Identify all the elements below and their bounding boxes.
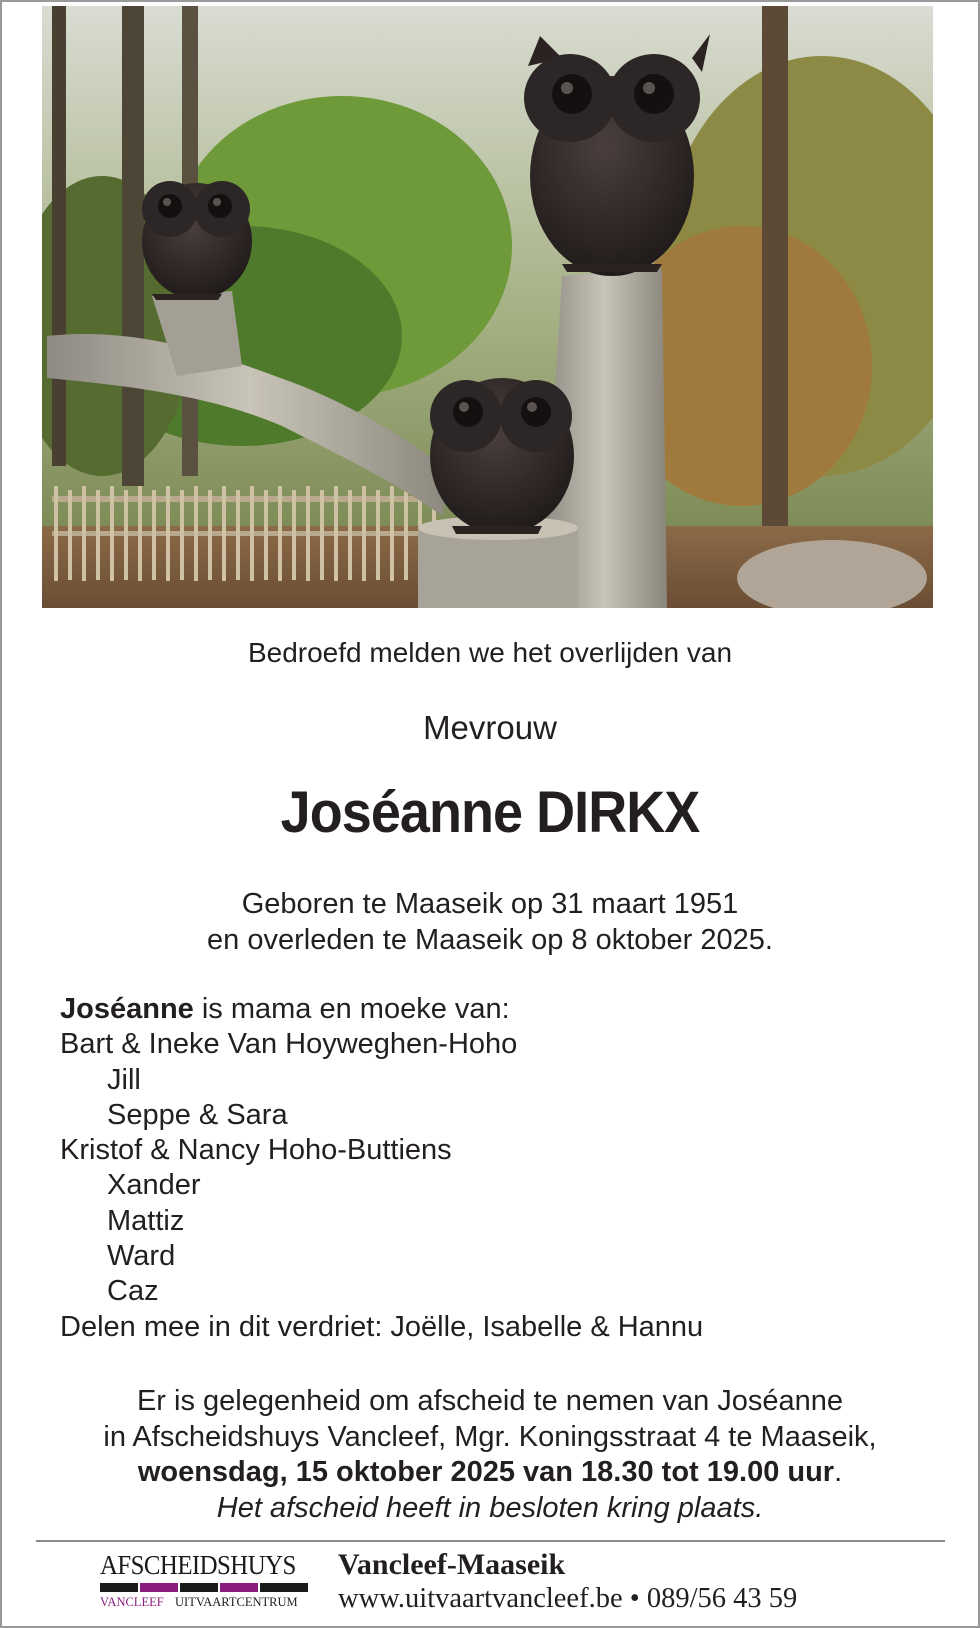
family-list [60,992,703,1345]
family-entry: Delen mee in dit verdriet: Joëlle, Isabelle & Hannu [60,1310,704,1343]
family-entry: Mattiz [107,1204,185,1237]
photo-illustration [42,6,933,608]
farewell-period: . [834,1456,843,1488]
family-entry: Kristof & Nancy Hoho-Buttiens [60,1134,452,1167]
farewell-note-text: Het afscheid heeft in besloten kring plaats. [216,1491,764,1524]
family-entry: Ward [107,1240,176,1273]
logo-bars [100,1583,308,1592]
life-dates [2,886,978,958]
logo-wordmark: AFSCHEIDSHUYS [100,1550,296,1580]
company-name: Vancleef-Maaseik [338,1548,566,1581]
deceased-name: Joséanne DIRKX [280,780,700,845]
family-entry: Jill [107,1063,141,1096]
family-lead [60,992,703,1027]
family-lead-name: Joséanne [60,993,194,1025]
farewell-when [2,1455,978,1491]
family-lead-text: is mama en moeke van: [193,993,510,1025]
farewell-datetime: woensdag, 15 oktober 2025 van 18.30 tot 19.00 uur [137,1456,835,1488]
family-entry: Seppe & Sara [107,1098,288,1131]
farewell-line-2: in Afscheidshuys Vancleef, Mgr. Koningsstraat 4 te Maaseik, [103,1420,877,1453]
company-contact: www.uitvaartvancleef.be • 089/56 43 59 [338,1583,798,1614]
announcement-intro: Bedroefd melden we het overlijden van [247,637,733,668]
family-entry: Xander [107,1169,201,1202]
honorific: Mevrouw [423,709,557,746]
farewell-note [2,1491,978,1527]
logo-sub-left: VANCLEEF [100,1595,164,1609]
farewell-line-1: Er is gelegenheid om afscheid te nemen van Joséanne [136,1385,844,1417]
footer-divider [36,1540,945,1542]
logo-subtitle [100,1594,308,1610]
death-line: en overleden te Maaseik op 8 oktober 2025. [207,924,773,956]
owl-sculptures-photo [42,6,933,608]
family-entry: Caz [107,1275,159,1308]
logo-sub-right: UITVAARTCENTRUM [175,1595,298,1609]
owl-small-center [430,378,574,534]
funeral-home-logo [100,1550,308,1612]
farewell-info [2,1384,978,1526]
owl-small-left [142,181,252,300]
birth-line: Geboren te Maaseik op 31 maart 1951 [241,888,739,920]
family-entry: Bart & Ineke Van Hoyweghen-Hoho [60,1028,518,1061]
